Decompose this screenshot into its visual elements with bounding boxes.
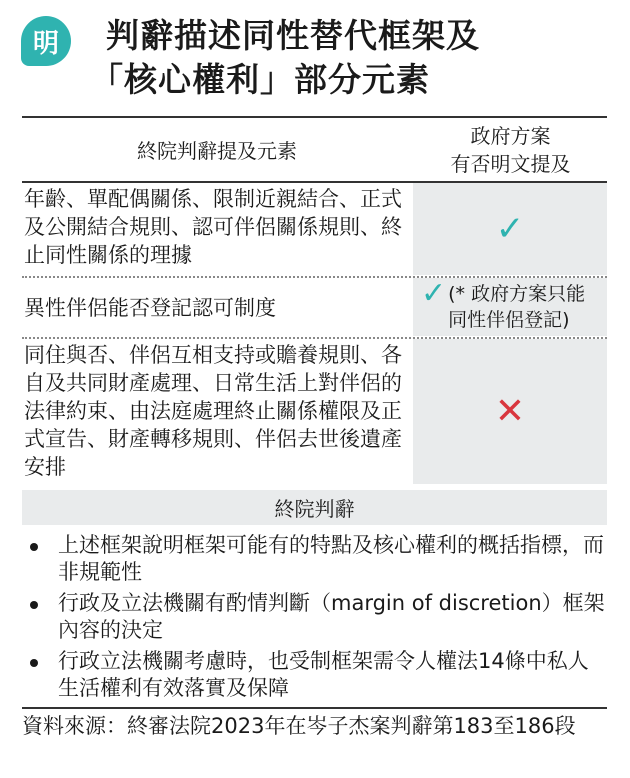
table-row-1-status <box>413 183 607 275</box>
table-row-3-status <box>413 339 607 484</box>
source-note: 資料來源：終審法院2023年在岑子杰案判辭第183至186段 <box>22 714 576 738</box>
ruling-heading: 終院判辭 <box>22 490 607 525</box>
title-line-2: 「核心權利」部分元素 <box>90 60 430 99</box>
check-icon: ✓ <box>421 276 447 311</box>
table-row-2-element <box>22 278 412 336</box>
list-item <box>28 648 608 702</box>
page-title <box>90 14 480 102</box>
ruling-point-1: 上述框架說明框架可能有的特點及核心權利的概括指標，而非規範性 <box>58 533 604 584</box>
col1-header: 終院判辭提及元素 <box>137 139 297 163</box>
table-row-1-element <box>22 183 412 275</box>
cross-icon: ✕ <box>494 391 526 432</box>
source-rule <box>22 707 607 709</box>
table-row-2-status <box>413 278 607 336</box>
check-icon: ✓ <box>495 209 525 249</box>
col2-header-line1: 政府方案 <box>470 123 551 148</box>
row-1-text: 年齡、單配偶關係、限制近親結合、正式及公開結合規則、認可伴侶關係規則、終止同性關係的理據 <box>24 187 402 267</box>
row-2-text: 異性伴侶能否登記認可制度 <box>24 296 276 320</box>
bullet-icon <box>30 601 38 609</box>
logo-badge <box>21 16 71 66</box>
table-row-3-element <box>22 339 412 484</box>
col2-header <box>414 118 607 181</box>
ruling-point-2: 行政及立法機關有酌情判斷（margin of discretion）框架內容的決定 <box>58 591 605 642</box>
bullet-icon <box>30 659 38 667</box>
title-line-1: 判辭描述同性替代框架及 <box>106 16 480 55</box>
ruling-point-3: 行政立法機關考慮時，也受制框架需令人權法14條中私人生活權利有效落實及保障 <box>58 649 589 700</box>
list-item <box>28 590 608 644</box>
table-header-row <box>22 118 607 181</box>
row-3-text: 同住與否、伴侶互相支持或贍養規則、各自及共同財產處理、日常生活上對伴侶的法律約束、由法庭處理終止關係權限及正式宣告、財產轉移規則、伴侶去世後遺產安排 <box>24 343 402 479</box>
logo-char: 明 <box>32 28 59 59</box>
col2-header-line2: 有否明文提及 <box>450 151 571 176</box>
ruling-points <box>28 532 608 706</box>
list-item <box>28 532 608 586</box>
bullet-icon <box>30 543 38 551</box>
header <box>0 0 630 110</box>
row-2-note: (* 政府方案只能同性伴侶登記) <box>448 283 586 331</box>
